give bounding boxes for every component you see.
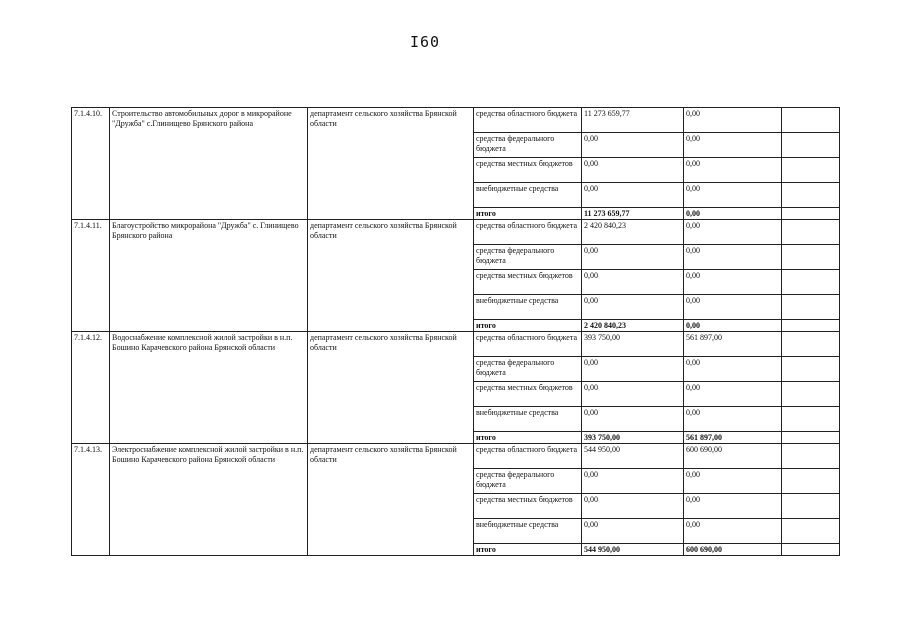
amount-1: 2 420 840,23	[582, 220, 684, 245]
funding-source: средства федерального бюджета	[474, 133, 582, 158]
total-amount-1: 544 950,00	[582, 544, 684, 556]
amount-2: 0,00	[684, 407, 782, 432]
empty-cell	[782, 183, 840, 208]
empty-cell	[782, 208, 840, 220]
empty-cell	[782, 108, 840, 133]
total-amount-2: 0,00	[684, 320, 782, 332]
total-label: итого	[474, 544, 582, 556]
total-label: итого	[474, 432, 582, 444]
item-name: Водоснабжение комплексной жилой застройки в н.п. Бошино Карачевского района Брянской области	[110, 332, 308, 444]
item-name: Благоустройство микрорайона "Дружба" с. Глинищево Брянского района	[110, 220, 308, 332]
amount-1: 0,00	[582, 245, 684, 270]
funding-source: средства федерального бюджета	[474, 245, 582, 270]
amount-1: 0,00	[582, 295, 684, 320]
item-name: Электроснабжение комплексной жилой застройки в н.п. Бошино Карачевского района Брянской области	[110, 444, 308, 556]
empty-cell	[782, 432, 840, 444]
funding-source: средства федерального бюджета	[474, 357, 582, 382]
amount-2: 0,00	[684, 519, 782, 544]
table-body	[72, 108, 840, 556]
funding-source: средства федерального бюджета	[474, 469, 582, 494]
total-amount-1: 2 420 840,23	[582, 320, 684, 332]
funding-source: внебюджетные средства	[474, 519, 582, 544]
funding-source: средства областного бюджета	[474, 220, 582, 245]
amount-2: 0,00	[684, 133, 782, 158]
item-code: 7.1.4.11.	[72, 220, 110, 332]
table-row	[72, 332, 840, 357]
funding-source: средства местных бюджетов	[474, 382, 582, 407]
funding-source: средства областного бюджета	[474, 332, 582, 357]
amount-1: 0,00	[582, 407, 684, 432]
funding-source: средства областного бюджета	[474, 444, 582, 469]
amount-1: 0,00	[582, 382, 684, 407]
amount-1: 11 273 659,77	[582, 108, 684, 133]
empty-cell	[782, 382, 840, 407]
amount-1: 0,00	[582, 357, 684, 382]
empty-cell	[782, 444, 840, 469]
empty-cell	[782, 407, 840, 432]
amount-2: 0,00	[684, 220, 782, 245]
item-executor: департамент сельского хозяйства Брянской области	[308, 444, 474, 556]
item-code: 7.1.4.12.	[72, 332, 110, 444]
total-label: итого	[474, 208, 582, 220]
amount-2: 0,00	[684, 245, 782, 270]
total-amount-2: 0,00	[684, 208, 782, 220]
empty-cell	[782, 357, 840, 382]
item-executor: департамент сельского хозяйства Брянской области	[308, 108, 474, 220]
funding-source: внебюджетные средства	[474, 295, 582, 320]
empty-cell	[782, 133, 840, 158]
empty-cell	[782, 519, 840, 544]
amount-2: 0,00	[684, 357, 782, 382]
funding-source: средства областного бюджета	[474, 108, 582, 133]
amount-2: 0,00	[684, 270, 782, 295]
table-row	[72, 220, 840, 245]
amount-2: 0,00	[684, 494, 782, 519]
empty-cell	[782, 158, 840, 183]
amount-1: 0,00	[582, 133, 684, 158]
total-amount-2: 561 897,00	[684, 432, 782, 444]
empty-cell	[782, 295, 840, 320]
empty-cell	[782, 469, 840, 494]
budget-table	[71, 107, 840, 556]
empty-cell	[782, 270, 840, 295]
amount-1: 393 750,00	[582, 332, 684, 357]
amount-1: 0,00	[582, 494, 684, 519]
amount-1: 0,00	[582, 270, 684, 295]
empty-cell	[782, 320, 840, 332]
empty-cell	[782, 544, 840, 556]
amount-1: 544 950,00	[582, 444, 684, 469]
amount-2: 0,00	[684, 469, 782, 494]
amount-1: 0,00	[582, 158, 684, 183]
funding-source: средства местных бюджетов	[474, 270, 582, 295]
item-name: Строительство автомобильных дорог в микрорайоне "Дружба" с.Глинищево Брянского района	[110, 108, 308, 220]
amount-1: 0,00	[582, 469, 684, 494]
amount-2: 600 690,00	[684, 444, 782, 469]
empty-cell	[782, 332, 840, 357]
amount-2: 0,00	[684, 183, 782, 208]
amount-2: 0,00	[684, 382, 782, 407]
table-row	[72, 444, 840, 469]
item-code: 7.1.4.13.	[72, 444, 110, 556]
amount-2: 0,00	[684, 108, 782, 133]
item-executor: департамент сельского хозяйства Брянской области	[308, 332, 474, 444]
page-number: I60	[409, 33, 441, 51]
funding-source: внебюджетные средства	[474, 407, 582, 432]
amount-2: 0,00	[684, 295, 782, 320]
total-label: итого	[474, 320, 582, 332]
total-amount-1: 393 750,00	[582, 432, 684, 444]
total-amount-1: 11 273 659,77	[582, 208, 684, 220]
item-code: 7.1.4.10.	[72, 108, 110, 220]
empty-cell	[782, 220, 840, 245]
empty-cell	[782, 245, 840, 270]
total-amount-2: 600 690,00	[684, 544, 782, 556]
amount-2: 561 897,00	[684, 332, 782, 357]
amount-1: 0,00	[582, 519, 684, 544]
funding-source: средства местных бюджетов	[474, 494, 582, 519]
amount-2: 0,00	[684, 158, 782, 183]
item-executor: департамент сельского хозяйства Брянской области	[308, 220, 474, 332]
amount-1: 0,00	[582, 183, 684, 208]
funding-source: средства местных бюджетов	[474, 158, 582, 183]
funding-source: внебюджетные средства	[474, 183, 582, 208]
empty-cell	[782, 494, 840, 519]
table-row	[72, 108, 840, 133]
